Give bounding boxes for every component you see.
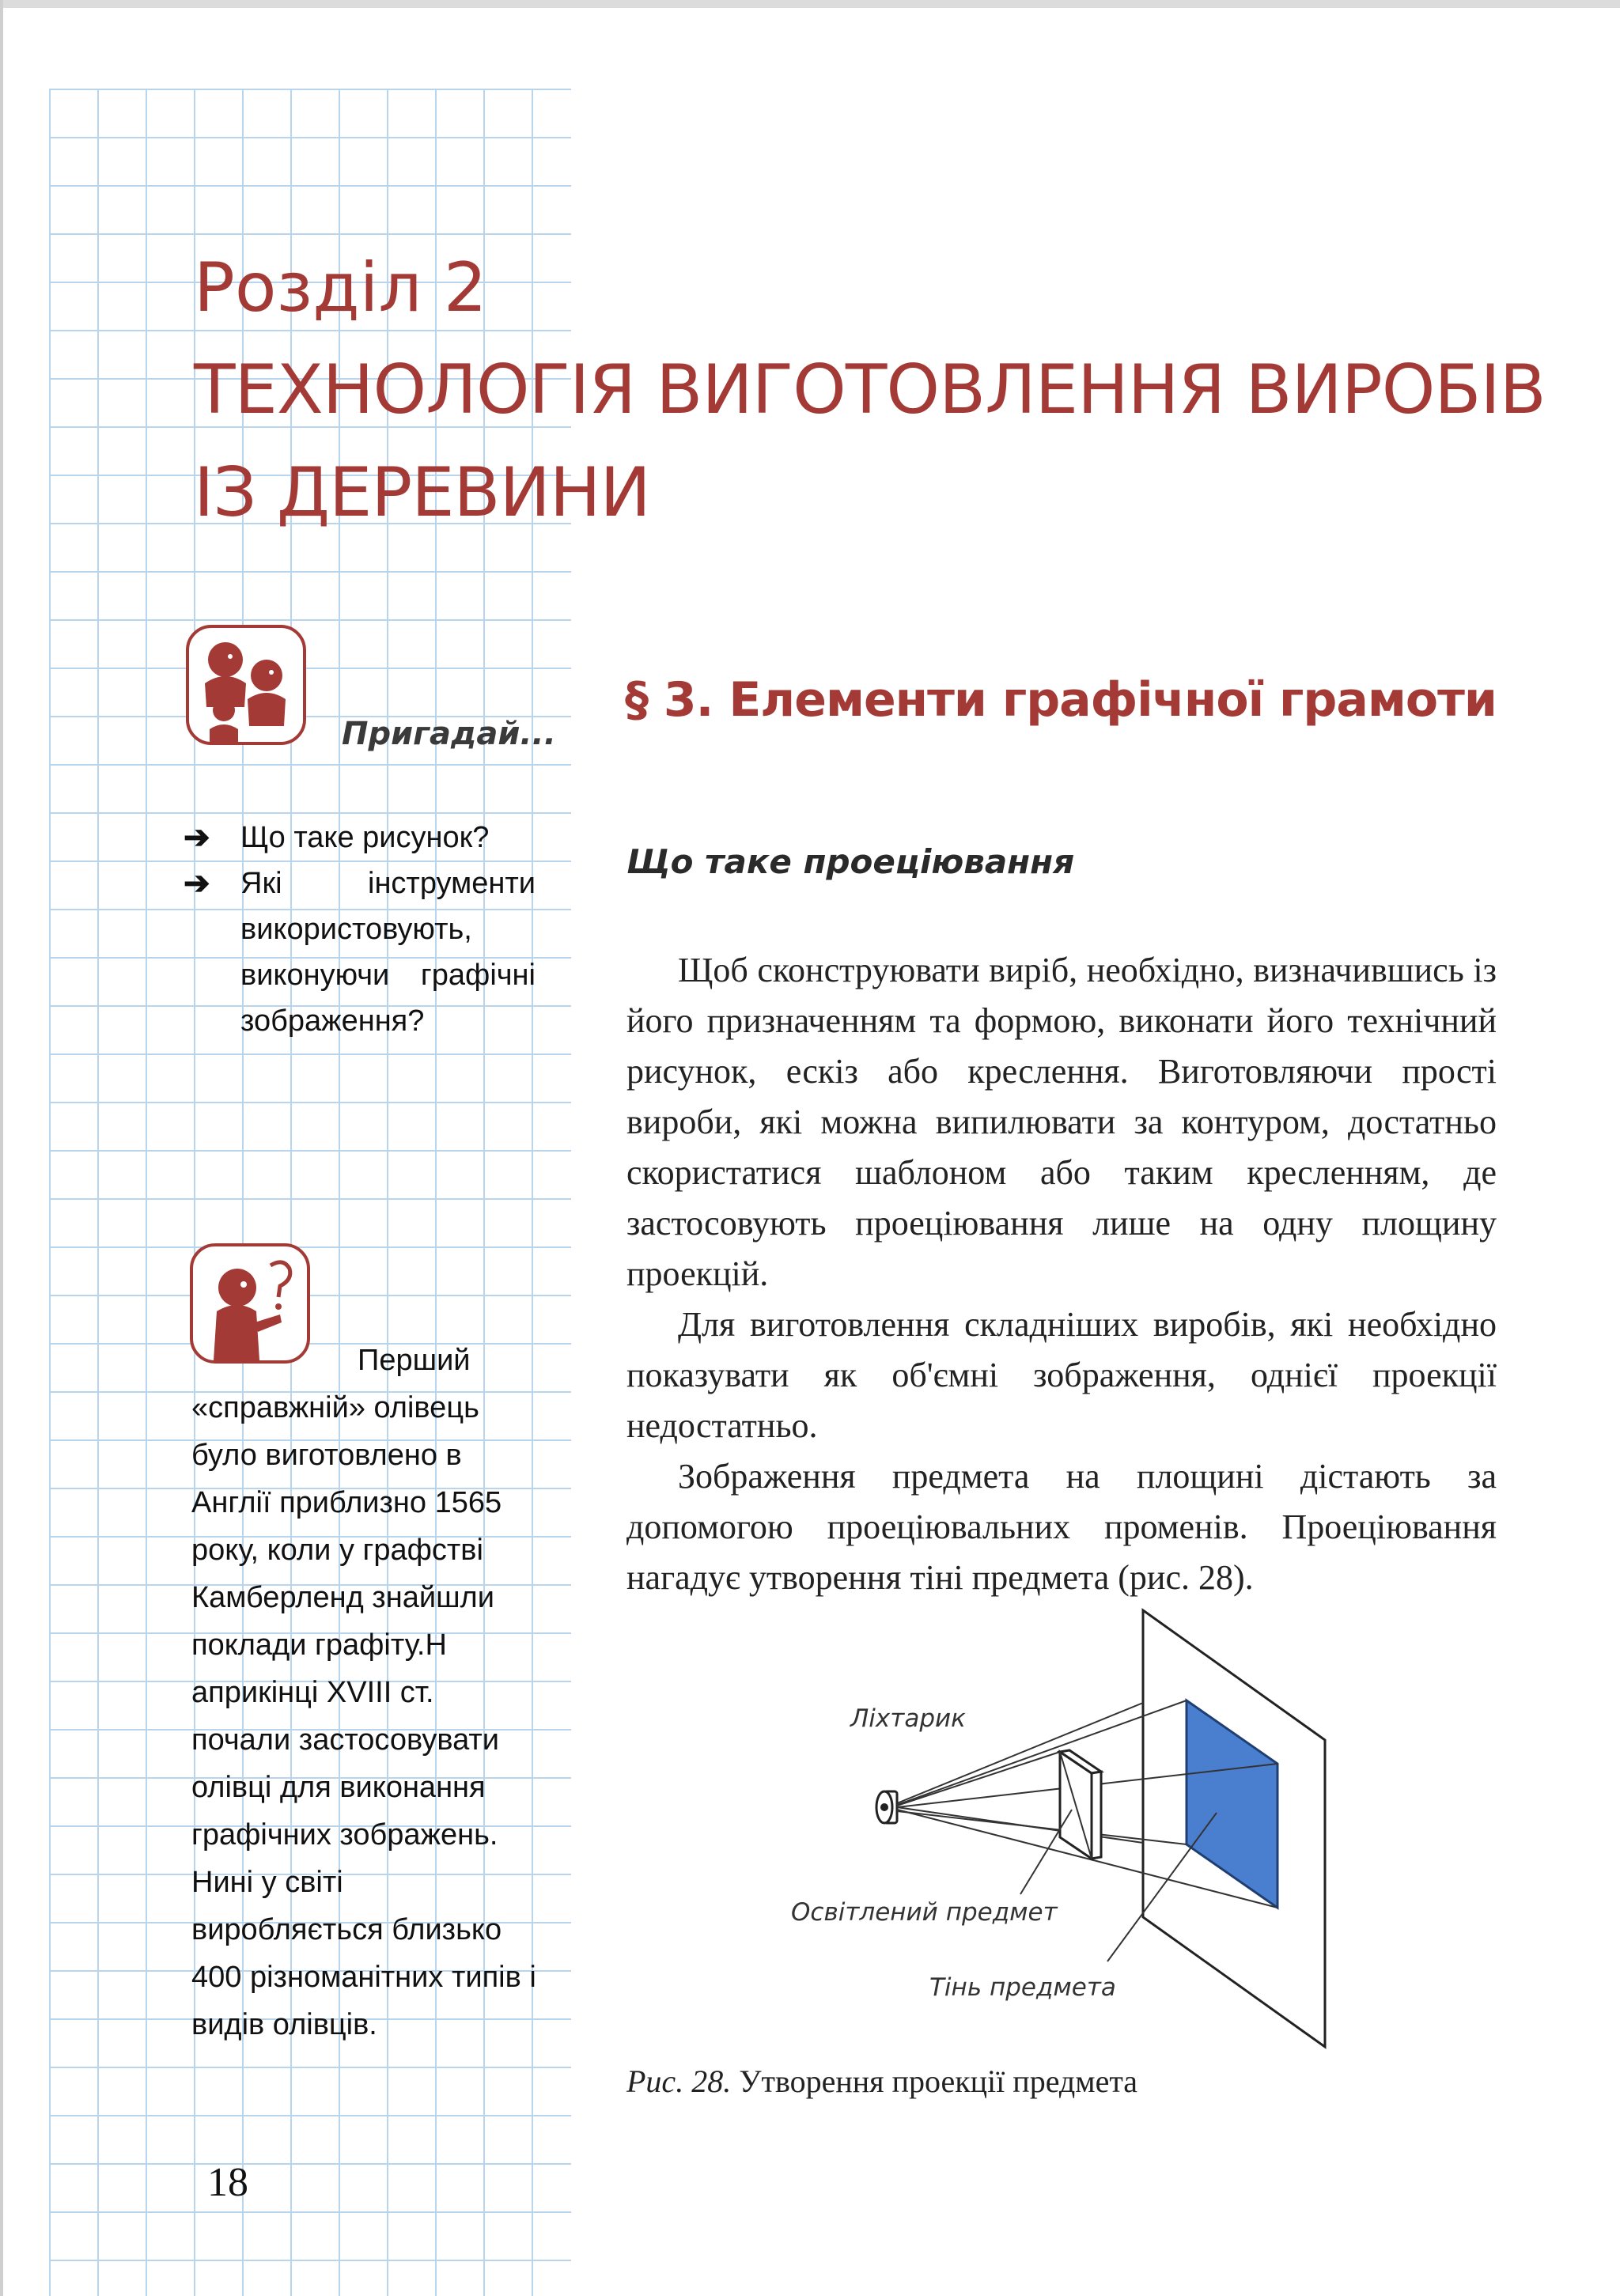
top-rule: [0, 0, 1620, 8]
body-paragraph: Для виготовлення складніших виробів, які необхідно показувати як об'ємні зображення, однієї проекції недостатньо.: [626, 1305, 1497, 1445]
remember-icon: [186, 625, 306, 745]
question-item: [184, 861, 536, 1044]
figure-caption: [626, 2063, 1137, 2100]
chapter-heading: [194, 237, 1546, 544]
projection-figure: [759, 1598, 1345, 2064]
page-left-edge: [0, 0, 3, 2296]
chapter-number: Розділ 2: [194, 248, 487, 327]
arrow-right-icon: ➔: [184, 866, 210, 901]
label-shadow: Тінь предмета: [929, 1973, 1116, 2002]
section-title: § 3. Елементи графічної грамоти: [625, 672, 1497, 728]
illuminated-object: [1060, 1750, 1101, 1859]
remember-label: Пригадай...: [342, 716, 556, 752]
label-flashlight: Ліхтарик: [850, 1704, 966, 1733]
body-text: [626, 945, 1497, 1603]
arrow-right-icon: ➔: [184, 820, 210, 855]
fact-paragraph: Перший «справжній» олівець було виготовлено в Англії приблизно 1565 року, коли у графстві Камберленд знайшли поклади графіту.Н априкінці XVIII ст. почали застосовувати олівці для виконання графічних зображень. Нині у світі виробляється близько 400 різноманітних типів і видів олівців.: [191, 1344, 536, 2041]
caption-prefix: Рис. 28.: [626, 2063, 732, 2099]
question-text: Що таке рисунок?: [240, 821, 490, 854]
section-subheading: Що таке проеціювання: [626, 842, 1075, 881]
body-paragraph: Щоб сконструювати виріб, необхідно, визначившись із його призначенням та формою, виконати його технічний рисунок, ескіз або креслення. Виготовляючи прості вироби, які можна випилювати за контуром, достатньо скористатися шаблоном або таким кресленням, де застосовують проеціювання лише на одну площину проекцій.: [626, 951, 1497, 1293]
chapter-title-line2: ІЗ ДЕРЕВИНИ: [194, 453, 650, 532]
caption-text: Утворення проекції предмета: [739, 2063, 1138, 2099]
flashlight-icon: [876, 1791, 897, 1823]
chapter-title-line1: ТЕХНОЛОГІЯ ВИГОТОВЛЕННЯ ВИРОБІВ: [194, 350, 1546, 429]
label-illuminated-object: Освітлений предмет: [791, 1898, 1058, 1927]
question-text: Які інструменти використовують, виконуючи графічні зображення?: [240, 867, 536, 1038]
fact-box: [191, 1337, 539, 2048]
review-questions: [184, 815, 536, 1044]
page-number: 18: [207, 2160, 248, 2205]
question-item: [184, 815, 536, 861]
body-paragraph: Зображення предмета на площині дістають за допомогою проеціювальних променів. Проеціювання нагадує утворення тіні предмета (рис. 28).: [626, 1457, 1497, 1597]
